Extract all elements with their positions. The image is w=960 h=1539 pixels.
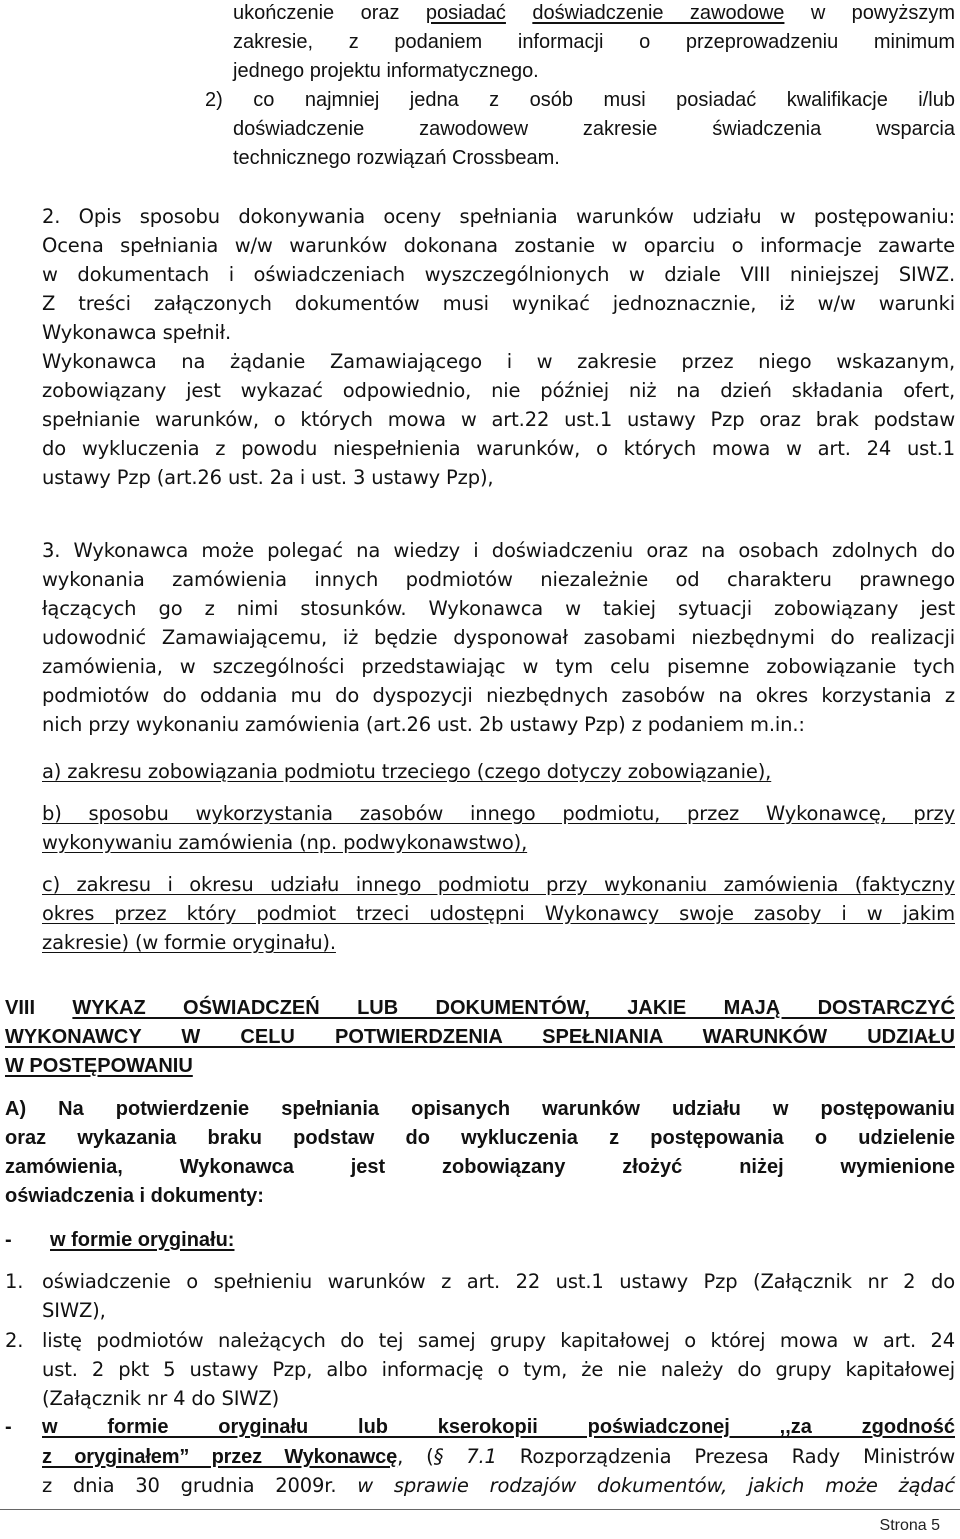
page-footer	[0, 1509, 960, 1539]
item-1-line-1: oświadczenie o spełnieniu warunków z art. 22 ust.1 ustawy Pzp (Załącznik nr 2 do	[42, 1270, 955, 1293]
s3-line-6: podmiotów do oddania mu do dyspozycji niezbędnych zasobów na okres korzystania z	[42, 684, 955, 707]
item-1-line-2: SIWZ),	[42, 1299, 106, 1322]
s3-item-c-line-3: zakresie) (w formie oryginału).	[42, 931, 336, 954]
item-2-line-2: ust. 2 pkt 5 ustawy Pzp, albo informację o tym, że nie należy do grupy kapitałowej	[42, 1358, 955, 1381]
s3-line-4: udowodnić Zamawiającemu, iż będzie dysponował zasobami niezbędnymi do realizacji	[42, 626, 955, 649]
item-2-num: 2.	[5, 1329, 24, 1352]
s3-item-b-line-2: wykonywaniu zamówienia (np. podwykonawstwo),	[42, 831, 528, 854]
s2-line-2: Ocena spełniania w/w warunków dokonana zostanie w oparciu o informacje zawarte	[42, 234, 955, 257]
top-line-2: zakresie, z podaniem informacji o przeprowadzeniu minimum	[233, 31, 955, 53]
s3-item-c-line-2: okres przez który podmiot trzeci udostępni Wykonawcy swoje zasoby i w jakim	[42, 902, 955, 925]
item-1-num: 1.	[5, 1270, 24, 1293]
s2-line-9: do wykluczenia z powodu niespełnienia warunków, o których mowa w art. 24 ust.1	[42, 437, 955, 460]
s8-intro-line-3: zamówienia, Wykonawca jest zobowiązany złożyć niżej wymienione	[5, 1156, 955, 1178]
s3-line-2: wykonania zamówienia innych podmiotów niezależnie od charakteru prawnego	[42, 568, 955, 591]
s3-line-5: zamówienia, w szczególności przedstawiając w tym celu pisemne zobowiązanie tych	[42, 655, 955, 678]
s3-line-3: łączących go z nimi stosunków. Wykonawca w takiej sytuacji zobowiązany jest	[42, 597, 955, 620]
s2-line-8: spełnianie warunków, o których mowa w art.22 ust.1 ustawy Pzp oraz brak podstaw	[42, 408, 955, 431]
s8-intro-line-1: A) Na potwierdzenie spełniania opisanych warunków udziału w postępowaniu	[5, 1098, 955, 1120]
s2-line-7: zobowiązany jest wykazać odpowiednio, nie później niż na dzień składania ofert,	[42, 379, 955, 402]
footer-rule	[0, 1509, 960, 1510]
s2-line-1: 2. Opis sposobu dokonywania oceny spełniania warunków udziału w postępowaniu:	[42, 205, 955, 228]
s3-item-c-line-1: c) zakresu i okresu udziału innego podmiotu przy wykonaniu zamówienia (faktyczny	[42, 873, 955, 896]
s2-line-5: Wykonawca spełnił.	[42, 321, 232, 344]
s8-heading-line-2: WYKONAWCY W CELU POTWIERDZENIA SPEŁNIANIA WARUNKÓW UDZIAŁU	[5, 1026, 955, 1048]
top-line-5: doświadczenie zawodowew zakresie świadczenia wsparcia	[233, 118, 955, 140]
s8-intro-line-4: oświadczenia i dokumenty:	[5, 1185, 264, 1207]
top-line-6: technicznego rozwiązań Crossbeam.	[233, 147, 560, 169]
form-original-label: w formie oryginału:	[50, 1229, 235, 1251]
s2-line-4: Z treści załączonych dokumentów musi wynikać jednoznacznie, iż w/w warunki	[42, 292, 955, 315]
s8-heading-line-3: W POSTĘPOWANIU	[5, 1055, 193, 1077]
s3-item-a: a) zakresu zobowiązania podmiotu trzeciego (czego dotyczy zobowiązanie),	[42, 760, 772, 783]
copy-form-line-3: z dnia 30 grudnia 2009r. w sprawie rodzajów dokumentów, jakich może żądać	[42, 1474, 955, 1497]
item-2-line-1: listę podmiotów należących do tej samej grupy kapitałowej o której mowa w art. 24	[42, 1329, 955, 1352]
item-2-line-3: (Załącznik nr 4 do SIWZ)	[42, 1387, 280, 1410]
s3-line-1: 3. Wykonawca może polegać na wiedzy i doświadczeniu oraz na osobach zdolnych do	[42, 539, 955, 562]
underlined-doswiadczenie: doświadczenie zawodowe	[532, 2, 785, 24]
top-line-3: jednego projektu informatycznego.	[233, 60, 539, 82]
top-line-4: 2) co najmniej jedna z osób musi posiadać kwalifikacje i/lub	[205, 89, 955, 111]
form-original-dash: -	[5, 1229, 12, 1251]
s2-line-3: w dokumentach i oświadczeniach wyszczególnionych w dziale VIII niniejszej SIWZ.	[42, 263, 955, 286]
underlined-posiadac: posiadać	[425, 2, 506, 24]
s3-line-7: nich przy wykonaniu zamówienia (art.26 ust. 2b ustawy Pzp) z podaniem m.in.:	[42, 713, 805, 736]
copy-form-line-1: w formie oryginału lub kserokopii poświadczonej ,,za zgodność	[42, 1416, 955, 1438]
top-line-1: ukończenie oraz posiadać doświadczenie zawodowe w powyższym	[233, 2, 956, 24]
copy-form-dash: -	[5, 1416, 12, 1438]
s2-line-10: ustawy Pzp (art.26 ust. 2a i ust. 3 ustawy Pzp),	[42, 466, 494, 489]
copy-form-line-2: z oryginałem” przez Wykonawcę, (§ 7.1 Rozporządzenia Prezesa Rady Ministrów	[42, 1445, 956, 1468]
s2-line-6: Wykonawca na żądanie Zamawiającego i w zakresie przez niego wskazanym,	[42, 350, 955, 373]
s8-intro-line-2: oraz wykazania braku podstaw do wykluczenia z postępowania o udzielenie	[5, 1127, 955, 1149]
s3-item-b-line-1: b) sposobu wykorzystania zasobów innego podmiotu, przez Wykonawcę, przy	[42, 802, 955, 825]
page-number: Strona 5	[879, 1517, 940, 1534]
s8-heading-line-1: VIII WYKAZ OŚWIADCZEŃ LUB DOKUMENTÓW, JAKIE MAJĄ DOSTARCZYĆ	[5, 997, 955, 1019]
